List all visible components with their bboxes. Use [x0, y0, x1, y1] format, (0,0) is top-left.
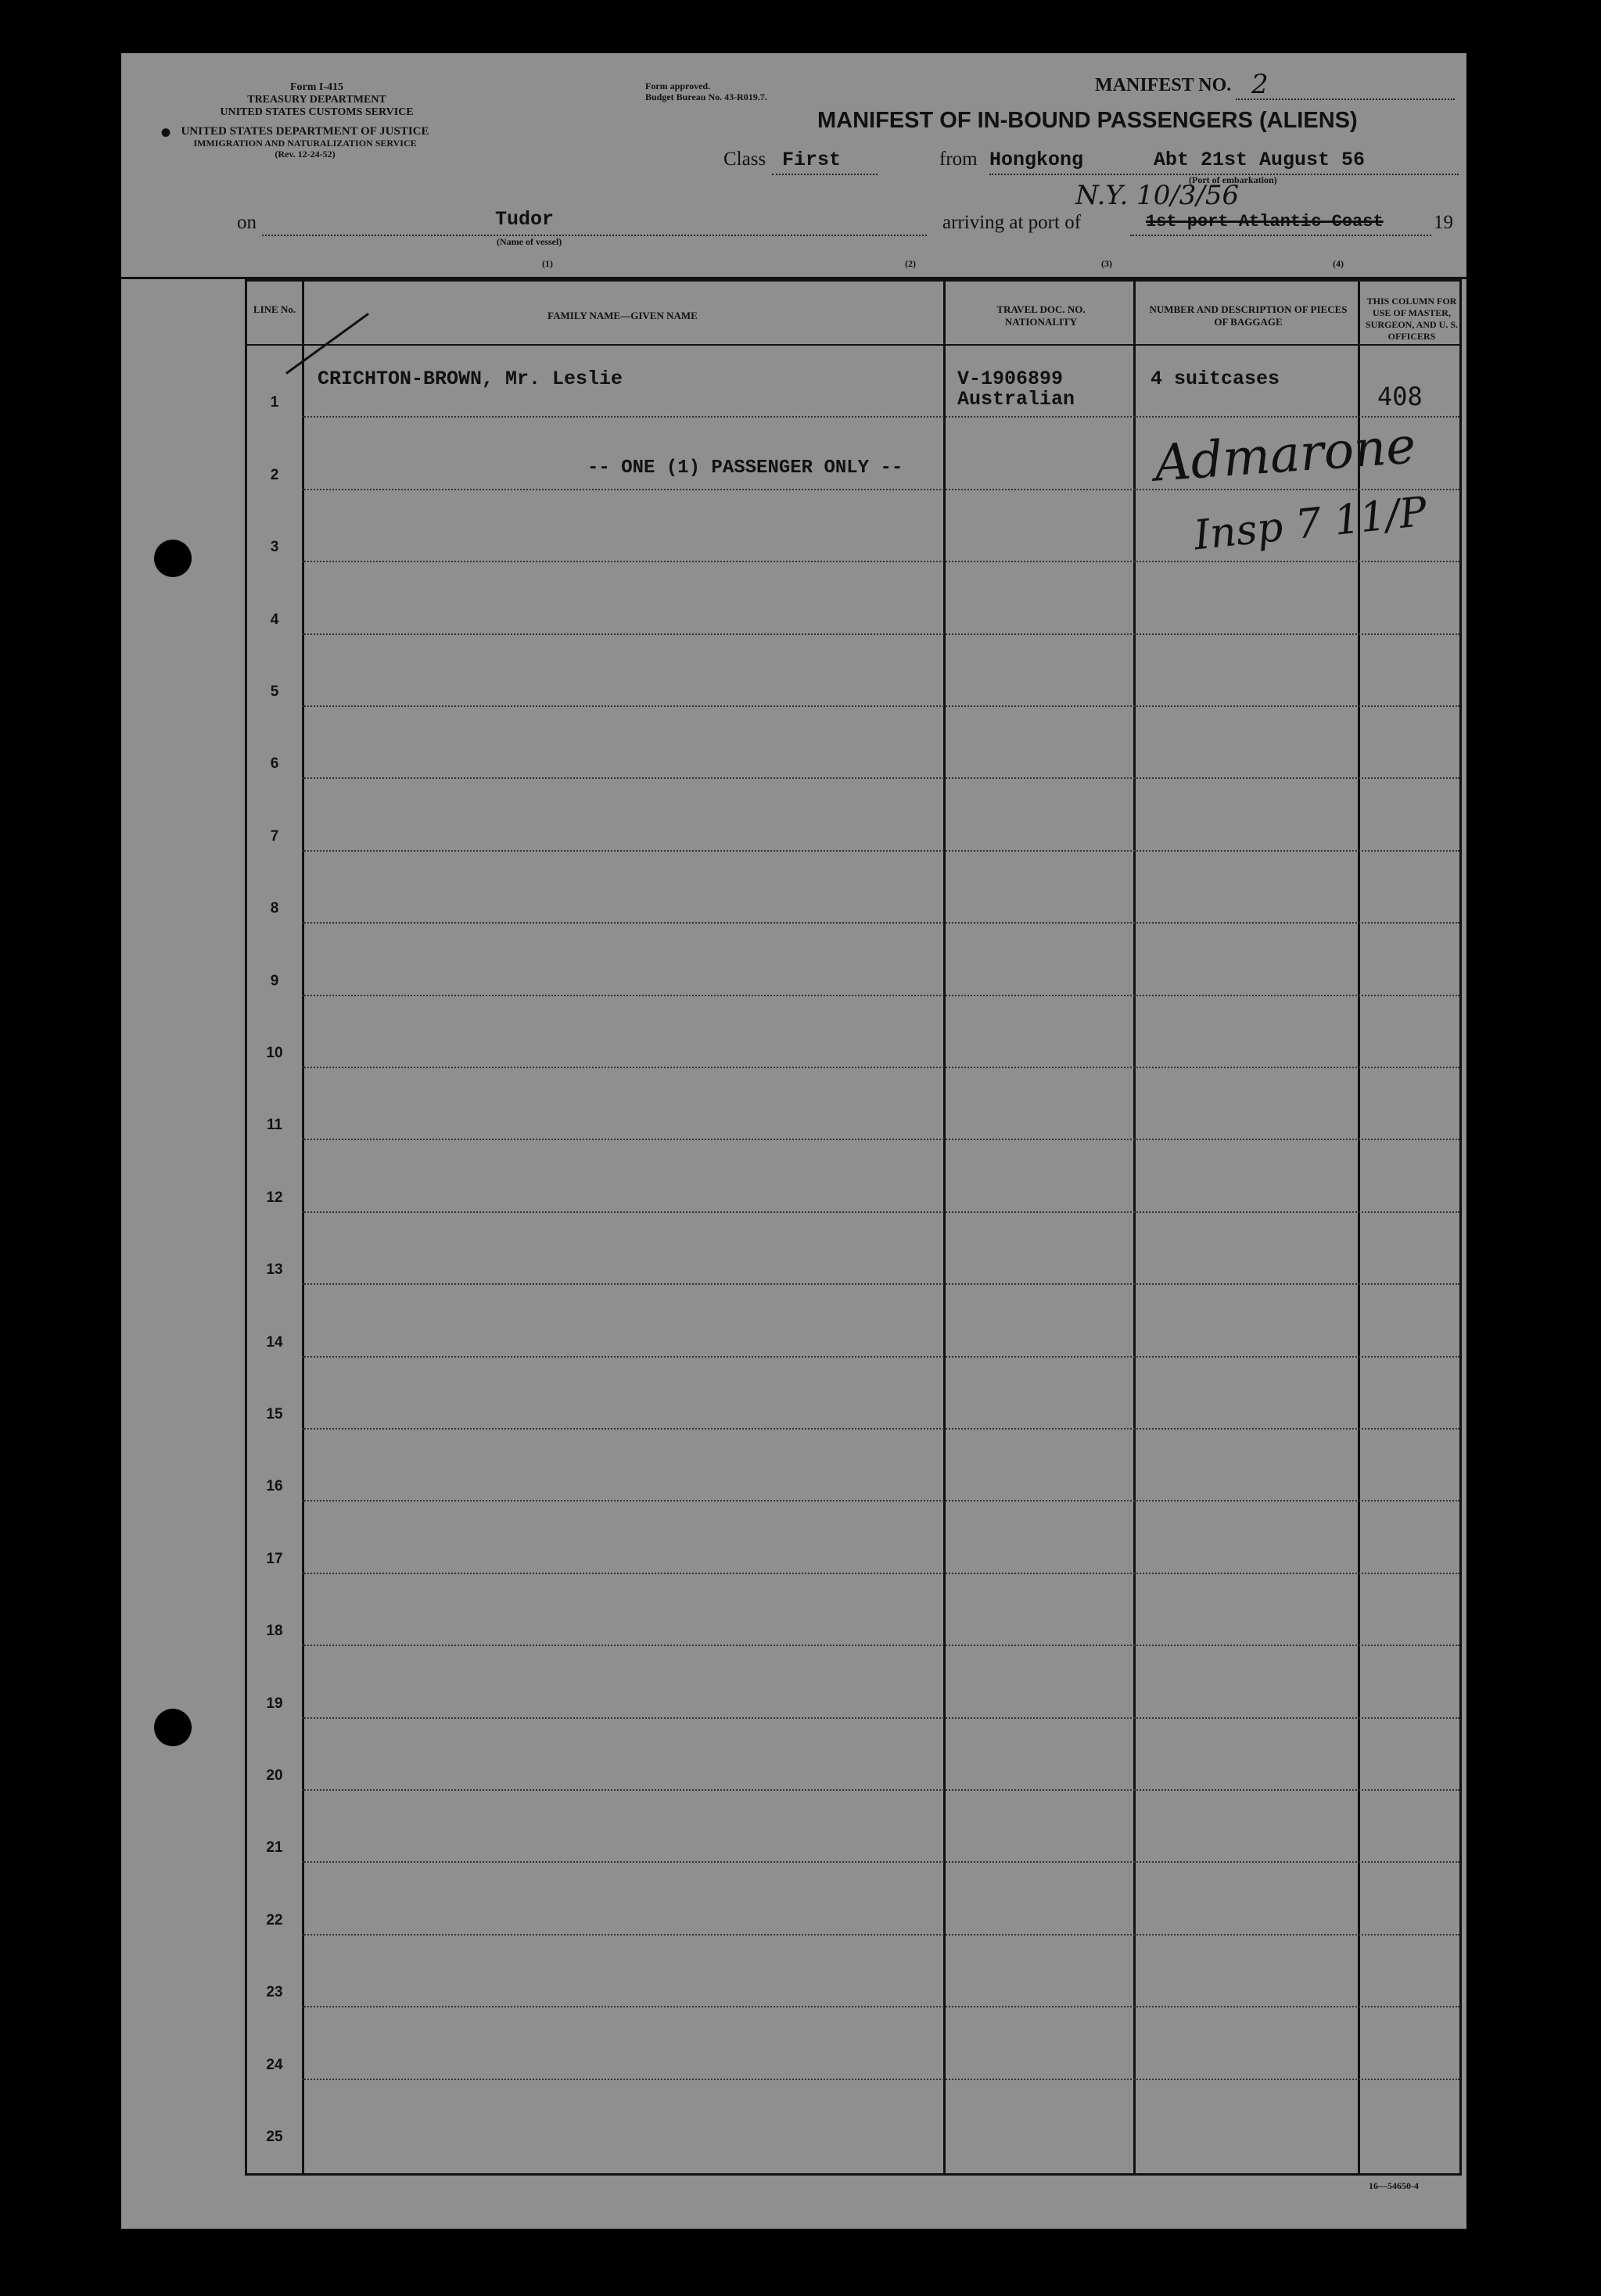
- passenger-count-note: -- ONE (1) PASSENGER ONLY --: [587, 457, 903, 479]
- col-divider: [302, 282, 304, 2173]
- line-number: 24: [266, 2056, 283, 2073]
- row-line: [302, 1139, 1459, 1140]
- class-value: First: [782, 149, 842, 171]
- col-num-1: (1): [542, 258, 553, 269]
- row-line: [302, 922, 1459, 924]
- line-number: 21: [266, 1839, 283, 1857]
- line-number: 23: [266, 1984, 283, 2001]
- row-line: [302, 1934, 1459, 1935]
- manifest-no-label: MANIFEST NO.: [1095, 75, 1232, 95]
- arrival-port-struck: 1st port Atlantic Coast: [1146, 212, 1384, 231]
- line-number: 19: [266, 1695, 283, 1712]
- row-line: [302, 633, 1459, 635]
- embarkation-caption: (Port of embarkation): [1189, 174, 1277, 185]
- col-divider: [943, 282, 946, 2173]
- line-number: 12: [266, 1189, 283, 1206]
- col-num-3: (3): [1101, 258, 1112, 269]
- row-line: [302, 2079, 1459, 2080]
- row-line: [302, 1645, 1459, 1646]
- row-line: [302, 1573, 1459, 1574]
- row-line: [302, 2006, 1459, 2007]
- col-header-name: FAMILY NAME—GIVEN NAME: [547, 310, 698, 321]
- line-number: 16: [266, 1478, 283, 1495]
- from-label: from: [939, 149, 978, 170]
- manifest-page: [121, 53, 1466, 2229]
- row-line: [302, 489, 1459, 490]
- line-number: 11: [266, 1117, 283, 1134]
- baggage: 4 suitcases: [1150, 368, 1280, 390]
- line-number: 1: [270, 394, 279, 411]
- port-line: [1130, 235, 1431, 236]
- punch-hole: [154, 540, 192, 577]
- line-no-header: LINE No.: [253, 303, 296, 315]
- line-number: 13: [266, 1261, 283, 1279]
- vessel-line: [262, 235, 927, 236]
- row-line: [302, 1211, 1459, 1213]
- line-number: 5: [270, 683, 279, 700]
- line-number: 25: [266, 2129, 283, 2145]
- line-number: 20: [266, 1767, 283, 1784]
- manifest-no-line: [1236, 99, 1455, 100]
- line-number: 10: [266, 1045, 283, 1061]
- form-approval: Form approved. Budget Bureau No. 43-R019.7.: [645, 81, 767, 102]
- nationality: Australian: [957, 388, 1075, 411]
- col-divider: [1358, 282, 1360, 2173]
- arriving-label: arriving at port of: [942, 212, 1082, 233]
- justice-dept-block: UNITED STATES DEPARTMENT OF JUSTICE IMMIGRATION AND NATURALIZATION SERVICE (Rev. 12-24-52): [181, 125, 429, 160]
- col-header-travel-doc: TRAVEL DOC. NO. NATIONALITY: [996, 303, 1086, 328]
- row-line: [302, 1789, 1459, 1791]
- row-line: [302, 850, 1459, 852]
- on-label: on: [237, 212, 257, 233]
- row-line: [302, 1356, 1459, 1358]
- line-number: 14: [266, 1333, 283, 1351]
- col-divider: [1133, 282, 1136, 2173]
- vessel-caption: (Name of vessel): [497, 236, 562, 247]
- row-line: [302, 416, 1459, 418]
- manifest-no-value: 2: [1251, 69, 1269, 100]
- arrival-handwritten: N.Y. 10/3/56: [1075, 180, 1240, 211]
- officer-note: 408: [1377, 382, 1423, 411]
- row-line: [302, 1067, 1459, 1068]
- line-number: 22: [266, 1911, 283, 1928]
- col-num-2: (2): [905, 258, 916, 269]
- vessel-name: Tudor: [495, 208, 555, 231]
- page-title: MANIFEST OF IN-BOUND PASSENGERS (ALIENS): [817, 108, 1358, 133]
- line-number: 15: [266, 1406, 283, 1422]
- row-line: [302, 777, 1459, 779]
- line-number: 3: [270, 539, 279, 556]
- class-label: Class: [723, 149, 766, 170]
- line-number: 4: [270, 611, 279, 628]
- passenger-table: [245, 279, 1462, 2176]
- row-line: [302, 1500, 1459, 1501]
- embarkation-date: Abt 21st August 56: [1154, 149, 1366, 171]
- embarkation-port: Hongkong: [989, 149, 1084, 171]
- line-number: 7: [270, 827, 279, 845]
- row-line: [302, 995, 1459, 996]
- class-line: [772, 174, 878, 175]
- row-line: [302, 705, 1459, 707]
- punch-hole: [154, 1709, 192, 1746]
- row-line: [302, 561, 1459, 562]
- header-bottom-rule: [247, 344, 1459, 346]
- row-line: [302, 1861, 1459, 1863]
- line-number: 18: [266, 1623, 283, 1640]
- inspector-signature: Admarone: [1152, 417, 1418, 493]
- travel-doc-no: V-1906899: [957, 368, 1064, 390]
- row-line: [302, 1283, 1459, 1285]
- line-number: 6: [270, 755, 279, 773]
- passenger-name: CRICHTON-BROWN, Mr. Leslie: [318, 368, 623, 390]
- footer-code: 16—54650-4: [1369, 2180, 1419, 2191]
- row-line: [302, 1428, 1459, 1430]
- col-num-4: (4): [1333, 258, 1344, 269]
- line-number: 8: [270, 900, 279, 917]
- col-header-baggage: NUMBER AND DESCRIPTION OF PIECES OF BAGGAGE: [1149, 303, 1348, 328]
- inspector-initials: Insp 7 11/P: [1191, 488, 1430, 560]
- col-header-officers: THIS COLUMN FOR USE OF MASTER, SURGEON, AND U. S. OFFICERS: [1365, 296, 1459, 342]
- row-line: [302, 1717, 1459, 1719]
- punch-mark-icon: •: [160, 115, 172, 150]
- line-number: 2: [270, 466, 279, 483]
- line-number: 17: [266, 1550, 283, 1567]
- form-number: Form I-415 TREASURY DEPARTMENT UNITED STATES CUSTOMS SERVICE: [220, 81, 414, 118]
- year-label: 19: [1434, 212, 1453, 233]
- line-number: 9: [270, 972, 279, 989]
